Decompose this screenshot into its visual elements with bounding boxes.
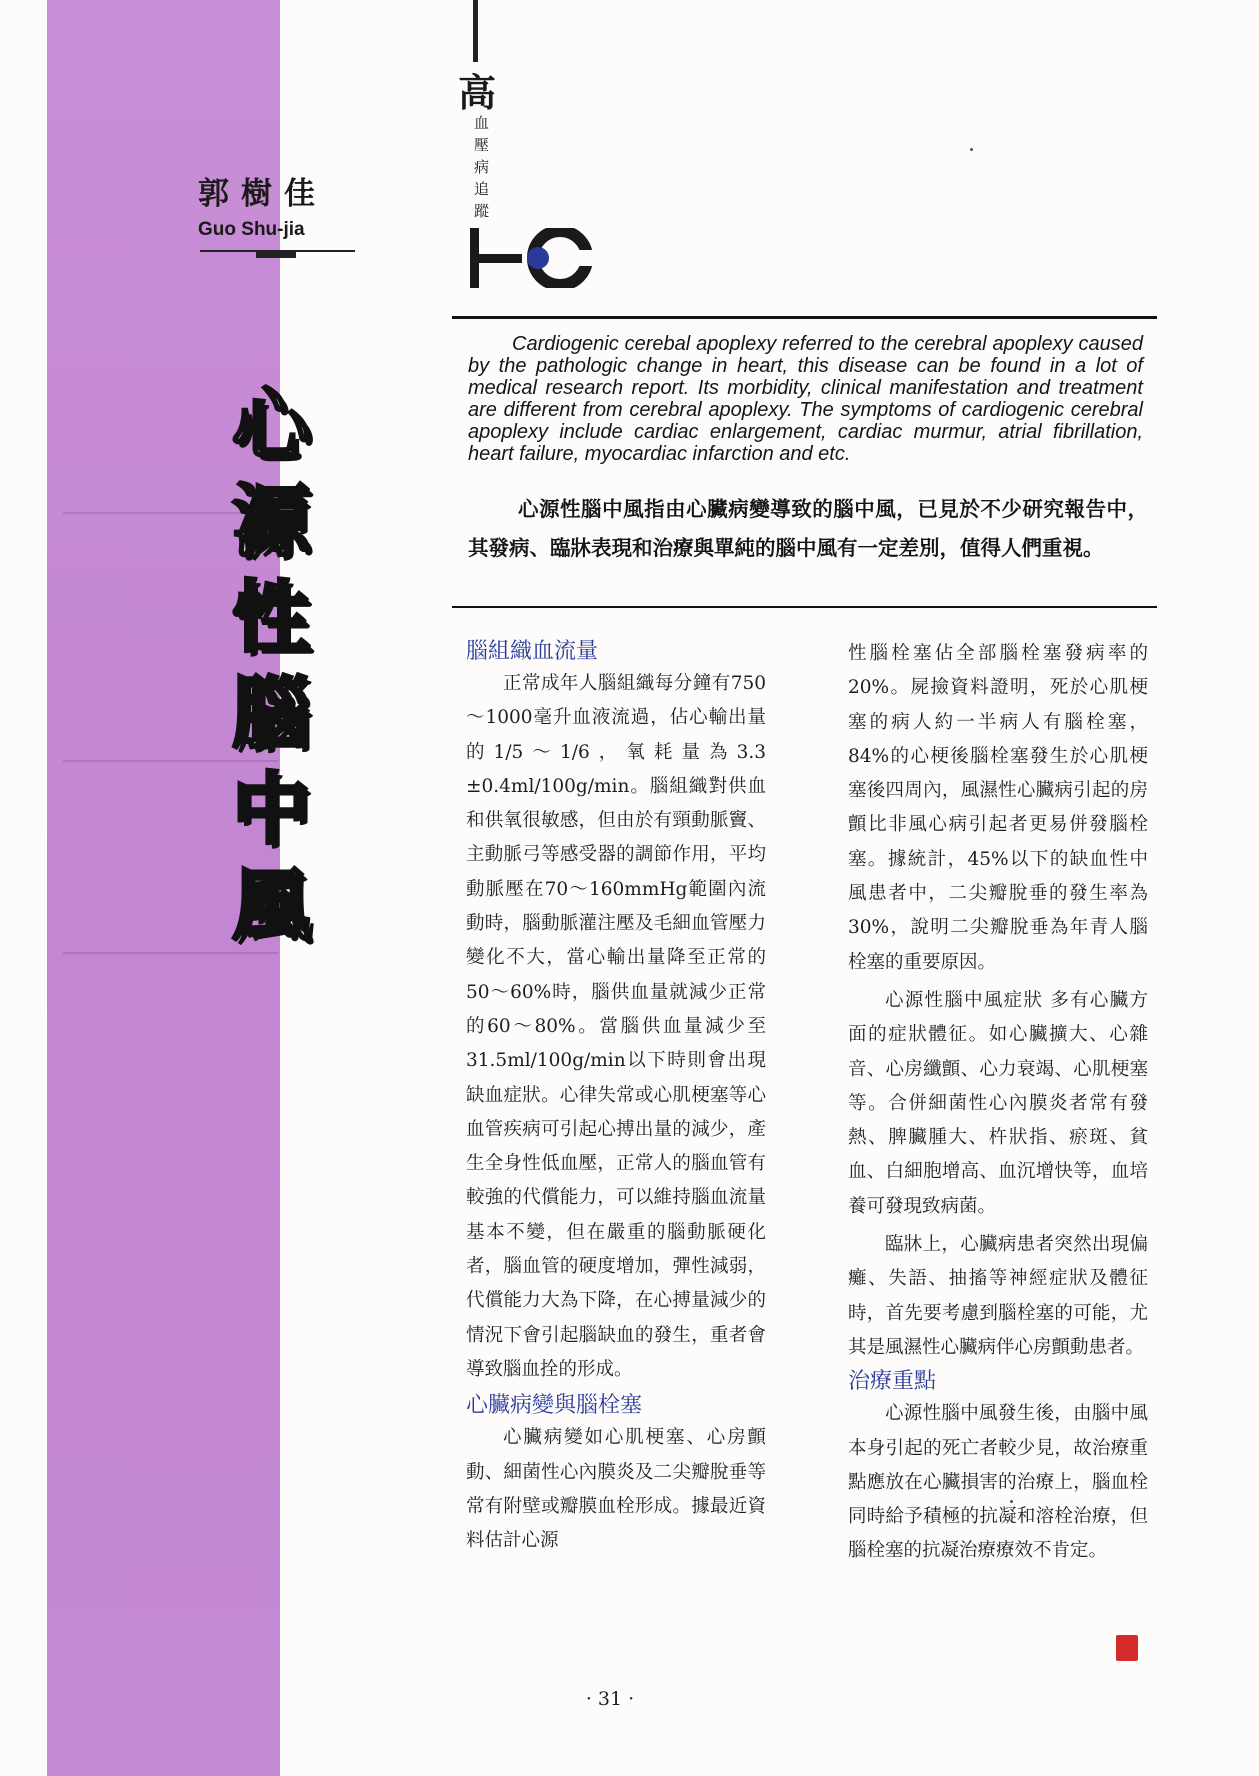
hc-logo-icon — [470, 228, 605, 288]
end-seal-icon — [1116, 1635, 1138, 1661]
page-number: · 31 · — [585, 1688, 635, 1710]
section-paragraph: 心臟病變如心肌梗塞、心房顫動、細菌性心內膜炎及二尖瓣脫垂等常有附壁或瓣膜血栓形成。據最近資料估計心源 — [466, 1427, 766, 1552]
section-paragraph: 心源性腦中風發生後，由腦中風本身引起的死亡者較少見，故治療重點應放在心臟損害的治療上，腦血栓同時給予積極的抗凝和溶栓治療，但腦栓塞的抗凝治療療效不肯定。 — [848, 1403, 1148, 1562]
section-heading: 腦組織血流量 — [466, 639, 599, 664]
column-logo-glyph: 高 — [458, 71, 497, 115]
author-rule-tab — [256, 252, 296, 258]
body-column-left — [466, 637, 766, 1558]
section-heading: 心臟病變與腦栓塞 — [466, 1393, 643, 1419]
section-paragraph: 性腦栓塞佔全部腦栓塞發病率的20%。屍撿資料證明，死於心肌梗塞的病人約一半病人有腦栓塞，84%的心梗後腦栓塞發生於心肌梗塞後四周內，風濕性心臟病引起的房顫比非風心病引起者更易併發腦栓塞。據統計，45%以下的缺血性中風患者中，二尖瓣脫垂的發生率為30%，說明二尖瓣脫垂為年青人腦栓塞的重要原因。 — [848, 643, 1148, 973]
article-title: 心源性腦中風 — [231, 381, 310, 951]
abstract-english: Cardiogenic cerebal apoplexy referred to the cerebral apoplexy caused by the pathologic change in heart, this disease can be found in a lot of medical research report. Its morbidity, clinical manifestation and treatment are different from cerebral apoplexy. The symptoms of cardiogenic cerebral apoplexy include cardiac enlargement, cardiac murmur, atrial fibrillation, heart failure, myocardiac infarction and etc. — [468, 333, 1143, 465]
scan-speck — [1010, 1500, 1013, 1503]
abstract-chinese: 心源性腦中風指由心臟病變導致的腦中風，已見於不少研究報告中，其發病、臨牀表現和治療與單純的腦中風有一定差別，值得人們重視。 — [468, 497, 1148, 560]
column-logo-bar — [473, 0, 478, 62]
author-name-cn: 郭樹佳 — [198, 176, 327, 212]
section-heading: 治療重點 — [848, 1369, 937, 1395]
author-name-en: Guo Shu-jia — [198, 219, 305, 240]
scan-speck — [970, 148, 973, 151]
column-label: 血壓病追蹤 — [474, 114, 490, 220]
section-paragraph: 心源性腦中風症狀 多有心臟方面的症狀體征。如心臟擴大、心雜音、心房纖顫、心力衰竭、心肌梗塞等。合併細菌性心內膜炎者常有發熱、脾臟腫大、杵狀指、瘀斑、貧血、白細胞增高、血沉增快等，血培養可發現致病菌。 — [848, 989, 1148, 1217]
author-block — [198, 168, 348, 241]
body-column-right — [848, 637, 1148, 1569]
section-paragraph: 正常成年人腦組織每分鐘有750～1000毫升血液流過，佔心輸出量的1/5～1/6，氧耗量為3.3 ±0.4ml/100g/min。腦組織對供血和供氧很敏感，但由於有頸動脈竇、主動脈弓等感受器的調節作用，平均動脈壓在70～160mmHg範圍內流動時，腦動脈灌注壓及毛細血管壓力變化不大，當心輸出量降至正常的50～60%時，腦供血量就減少正常的60～80%。當腦供血量減少至31.5ml/100g/min以下時則會出現缺血症狀。心律失常或心肌梗塞等心血管疾病可引起心搏出量的減少，產生全身性低血壓，正常人的腦血管有較強的代償能力，可以維持腦血流量基本不變，但在嚴重的腦動脈硬化者，腦血管的硬度增加，彈性減弱，代償能力大為下降，在心搏量減少的情況下會引起腦缺血的發生，重者會導致腦血拴的形成。 — [466, 673, 766, 1380]
section-paragraph: 臨牀上，心臟病患者突然出現偏癱、失語、抽搐等神經症狀及體征時，首先要考慮到腦栓塞的可能，尤其是風濕性心臟病伴心房顫動患者。 — [848, 1234, 1148, 1358]
abstract-rule-top — [452, 316, 1157, 319]
abstract-rule-bottom — [452, 606, 1157, 608]
